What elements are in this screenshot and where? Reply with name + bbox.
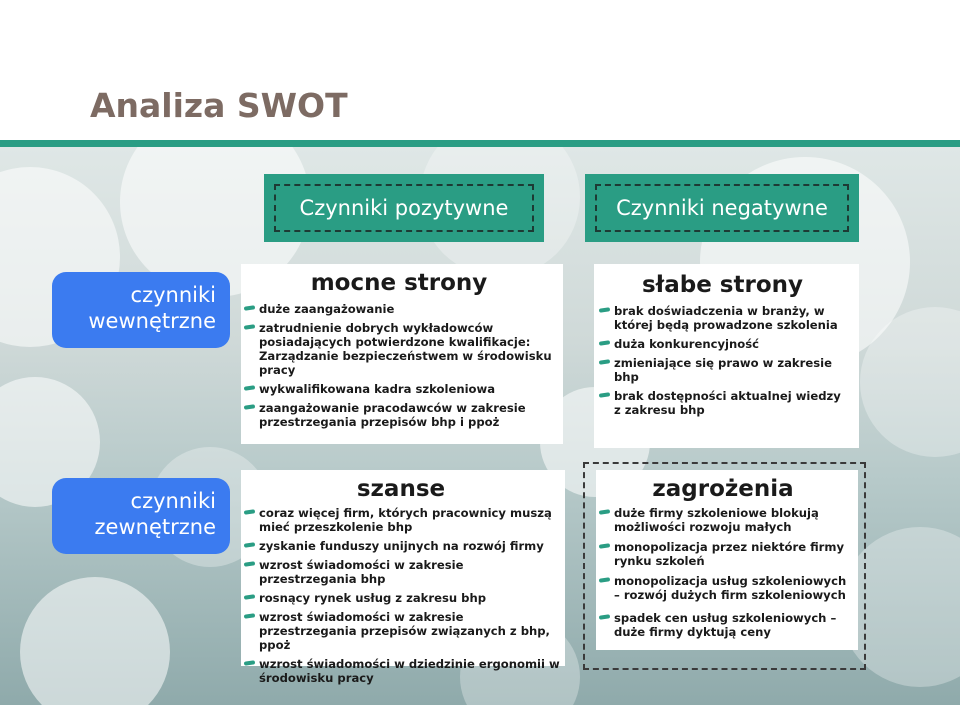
bokeh-circle — [20, 577, 170, 705]
strengths-list — [241, 302, 557, 429]
list-item: zmieniające się prawo w zakresie bhp — [596, 356, 849, 384]
list-item: duża konkurencyjność — [596, 337, 849, 351]
list-item: zatrudnienie dobrych wykładowców posiadających potwierdzone kwalifikacje: Zarządzanie bezpieczeństwem w środowisku pracy — [241, 321, 557, 377]
page-title: Analiza SWOT — [90, 86, 348, 125]
list-item: zyskanie funduszy unijnych na rozwój firmy — [241, 539, 561, 553]
strengths-box — [241, 264, 563, 444]
threats-list — [596, 506, 850, 639]
header-positive-label: Czynniki pozytywne — [299, 196, 509, 220]
weaknesses-title: słabe strony — [641, 272, 803, 298]
row-label-internal: czynniki wewnętrzne — [52, 272, 230, 348]
header-positive — [264, 174, 544, 242]
list-item: wzrost świadomości w zakresie przestrzegania przepisów związanych z bhp, ppoż — [241, 610, 561, 652]
strengths-title: mocne strony — [310, 270, 488, 296]
opportunities-title: szanse — [356, 476, 446, 502]
list-item: duże firmy szkoleniowe blokują możliwości rozwoju małych — [596, 506, 850, 534]
list-item: wzrost świadomości w dziedzinie ergonomii w środowisku pracy — [241, 657, 561, 685]
list-item: brak dostępności aktualnej wiedzy z zakresu bhp — [596, 389, 849, 417]
weaknesses-box — [594, 264, 859, 448]
list-item: rosnący rynek usług z zakresu bhp — [241, 591, 561, 605]
list-item: brak doświadczenia w branży, w której będą prowadzone szkolenia — [596, 304, 849, 332]
list-item: zaangażowanie pracodawców w zakresie przestrzegania przepisów bhp i ppoż — [241, 401, 557, 429]
list-item: coraz więcej firm, których pracownicy muszą mieć przeszkolenie bhp — [241, 506, 561, 534]
opportunities-list — [241, 506, 561, 685]
threats-box — [596, 470, 858, 650]
list-item: monopolizacja usług szkoleniowych – rozwój dużych firm szkoleniowych — [596, 574, 850, 602]
list-item: duże zaangażowanie — [241, 302, 557, 316]
list-item: monopolizacja przez niektóre firmy rynku szkoleń — [596, 540, 850, 568]
weaknesses-list — [596, 304, 849, 417]
list-item: wzrost świadomości w zakresie przestrzegania bhp — [241, 558, 561, 586]
list-item: wykwalifikowana kadra szkoleniowa — [241, 382, 557, 396]
header-negative-label: Czynniki negatywne — [616, 196, 828, 220]
opportunities-box — [241, 470, 565, 685]
header-negative — [585, 174, 859, 242]
list-item: spadek cen usług szkoleniowych – duże firmy dyktują ceny — [596, 611, 850, 639]
row-label-external: czynniki zewnętrzne — [52, 478, 230, 554]
title-divider — [0, 140, 960, 147]
threats-title: zagrożenia — [652, 476, 794, 502]
